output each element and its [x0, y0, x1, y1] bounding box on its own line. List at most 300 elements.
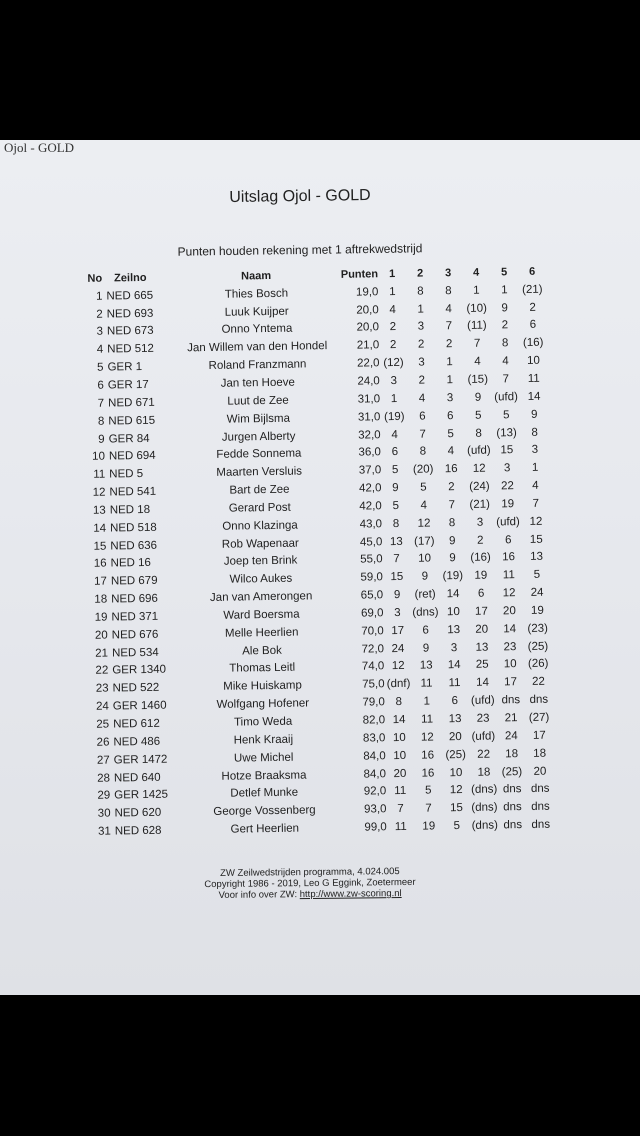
cell-no: 3 [96, 326, 104, 339]
cell-naam: Ward Boersma [223, 608, 300, 622]
cell-race-6: (21) [522, 283, 543, 296]
cell-race-3: 1 [446, 356, 453, 369]
header-punten: Punten [340, 268, 379, 281]
cell-naam: Roland Franzmann [208, 358, 307, 373]
cell-race-6: 8 [531, 426, 538, 439]
cell-zeilno: NED 694 [108, 450, 156, 463]
cell-race-3: 5 [453, 820, 461, 833]
cell-zeilno: NED 518 [109, 521, 157, 535]
cell-no: 7 [97, 397, 105, 410]
cell-punten: 55,0 [360, 553, 383, 567]
cell-punten: 19,0 [355, 286, 379, 299]
cell-race-5: (13) [496, 426, 517, 439]
cell-race-6: 20 [533, 765, 547, 778]
cell-race-2: 5 [424, 784, 432, 798]
cell-race-4: 7 [473, 337, 481, 351]
cell-race-1: (12) [383, 357, 404, 370]
cell-race-2: 1 [423, 695, 431, 708]
cell-no: 16 [93, 558, 107, 571]
cell-race-2: 3 [417, 321, 425, 334]
cell-no: 1 [95, 290, 103, 303]
cell-race-5: 20 [502, 605, 516, 618]
cell-race-3: 13 [448, 713, 462, 726]
cell-race-3: 3 [450, 641, 458, 654]
cell-no: 25 [96, 718, 110, 731]
cell-race-2: 9 [422, 642, 430, 655]
cell-race-5: dns [503, 801, 522, 814]
cell-no: 29 [97, 789, 111, 803]
cell-race-4: (16) [470, 551, 491, 565]
header-race-3: 3 [444, 267, 452, 280]
cell-race-3: 7 [448, 498, 456, 512]
cell-race-6: 5 [533, 569, 541, 582]
cell-zeilno: NED 696 [111, 592, 158, 606]
cell-zeilno: NED 18 [109, 503, 151, 517]
cell-race-4: 1 [473, 284, 480, 297]
cell-naam: Henk Kraaij [233, 733, 294, 747]
cell-no: 11 [93, 468, 106, 481]
cell-race-3: 9 [449, 552, 456, 565]
cell-race-1: (19) [384, 410, 405, 423]
cell-naam: Hotze Braaksma [221, 769, 307, 783]
cell-punten: 42,0 [358, 482, 382, 495]
cell-zeilno: NED 671 [108, 396, 155, 410]
cell-race-4: (dns) [471, 801, 498, 815]
cell-race-3: 3 [446, 391, 454, 405]
cell-race-3: 8 [445, 284, 452, 298]
cell-race-6: 19 [530, 604, 544, 617]
cell-naam: Ale Bok [242, 644, 282, 658]
cell-punten: 45,0 [359, 535, 383, 549]
cell-race-3: 10 [446, 605, 460, 619]
cell-race-4: 22 [477, 748, 491, 761]
cell-race-1: 9 [392, 482, 399, 495]
cell-punten: 65,0 [360, 589, 384, 602]
cell-punten: 84,0 [363, 767, 387, 781]
cell-naam: Detlef Munke [230, 786, 299, 801]
cell-race-5: 9 [501, 301, 508, 314]
cell-race-1: 7 [397, 803, 404, 816]
cell-race-4: (21) [469, 498, 491, 511]
cell-no: 4 [96, 343, 104, 357]
cell-race-2: 7 [425, 802, 432, 815]
cell-race-1: 10 [393, 749, 407, 762]
cell-naam: Timo Weda [233, 715, 293, 729]
cell-race-2: (17) [413, 535, 435, 548]
cell-race-4: 5 [475, 409, 482, 422]
cell-punten: 82,0 [362, 714, 386, 727]
cell-punten: 31,0 [357, 393, 381, 406]
cell-naam: Wolfgang Hofener [216, 697, 310, 712]
cell-zeilno: NED 612 [113, 717, 160, 731]
cell-race-3: 8 [448, 516, 456, 529]
cell-race-4: (ufd) [471, 730, 496, 743]
cell-race-5: (ufd) [496, 515, 520, 529]
cell-race-6: (27) [528, 711, 550, 724]
cell-race-4: 6 [477, 587, 485, 600]
page-subtitle: Punten houden rekening met 1 aftrekwedstrijd [177, 241, 423, 259]
cell-race-1: (dnf) [386, 678, 411, 691]
cell-no: 18 [94, 593, 108, 606]
cell-race-3: 1 [446, 374, 454, 387]
cell-race-2: 12 [420, 731, 434, 744]
cell-naam: Uwe Michel [233, 751, 294, 765]
cell-race-2: 7 [419, 428, 426, 441]
cell-race-2: 11 [421, 713, 434, 726]
cell-zeilno: GER 1425 [114, 789, 169, 802]
cell-race-2: 10 [418, 552, 432, 566]
cell-race-3: 15 [450, 802, 463, 815]
cell-naam: Gert Heerlien [230, 822, 300, 836]
cell-race-4: 9 [474, 391, 482, 404]
cell-naam: Jan Willem van den Hondel [187, 340, 328, 355]
cell-punten: 99,0 [364, 821, 387, 834]
cell-race-2: 11 [420, 677, 433, 690]
cell-zeilno: NED 673 [106, 325, 154, 339]
cell-punten: 93,0 [364, 803, 387, 816]
cell-race-4: (10) [466, 302, 487, 315]
cell-no: 5 [97, 361, 104, 374]
cell-race-2: 16 [421, 749, 435, 762]
cell-race-4: 14 [476, 676, 490, 690]
cell-race-6: 9 [531, 408, 538, 421]
cell-no: 2 [96, 308, 103, 321]
cell-race-5: 3 [503, 462, 511, 475]
cell-race-1: 2 [389, 339, 397, 352]
cell-punten: 21,0 [356, 339, 380, 352]
cell-race-3: 11 [448, 677, 461, 690]
cell-race-6: dns [529, 693, 549, 707]
cell-race-5: (ufd) [494, 390, 518, 404]
cell-race-4: (11) [467, 320, 487, 333]
cell-punten: 32,0 [358, 428, 381, 442]
cell-race-1: 6 [391, 446, 399, 459]
cell-race-5: 19 [501, 498, 515, 511]
cell-race-1: 13 [389, 535, 403, 548]
cell-zeilno: GER 1472 [113, 753, 168, 767]
cell-race-5: 22 [500, 480, 514, 493]
header-race-4: 4 [472, 266, 480, 279]
cell-zeilno: NED 693 [106, 307, 154, 321]
cell-no: 20 [94, 629, 108, 642]
cell-race-1: 14 [392, 713, 406, 727]
cell-punten: 31,0 [357, 410, 381, 424]
cell-race-1: 7 [393, 553, 400, 566]
cell-no: 21 [95, 647, 109, 660]
cell-race-4: (ufd) [466, 444, 491, 458]
cell-race-5: 2 [501, 319, 509, 332]
cell-race-3: 6 [447, 409, 454, 422]
cell-race-3: 6 [451, 695, 459, 708]
cell-race-6: (16) [522, 336, 544, 350]
cell-race-5: dns [501, 694, 521, 707]
cell-no: 26 [96, 736, 110, 749]
cell-race-4: (dns) [471, 819, 498, 832]
cell-naam: Wilco Aukes [229, 572, 293, 586]
cell-race-3: 16 [444, 463, 458, 476]
cell-zeilno: NED 371 [111, 610, 159, 624]
cell-no: 9 [98, 433, 105, 446]
cell-race-3: 14 [447, 659, 461, 672]
cell-race-1: 10 [392, 731, 406, 744]
cell-race-6: 22 [532, 676, 546, 689]
cell-race-4: (15) [467, 373, 489, 386]
cell-race-3: 2 [445, 338, 453, 351]
cell-race-5: (25) [501, 765, 523, 778]
cell-no: 17 [94, 575, 107, 589]
cell-race-4: 2 [476, 534, 484, 547]
cell-race-6: (23) [527, 622, 549, 635]
cell-race-5: 16 [502, 551, 516, 564]
cell-no: 13 [92, 504, 106, 517]
cell-punten: 92,0 [363, 785, 387, 798]
cell-race-5: 11 [502, 569, 515, 582]
cell-zeilno: NED 522 [112, 682, 160, 695]
header-race-6: 6 [528, 265, 536, 278]
cell-naam: Maarten Versluis [216, 465, 303, 480]
cell-race-6: dns [531, 800, 550, 814]
cell-race-6: 3 [531, 444, 539, 457]
footer-program: ZW Zeilwedstrijden programma, 4.024.005 [220, 866, 400, 879]
cell-race-2: 3 [418, 356, 425, 369]
cell-race-6: 2 [529, 301, 536, 314]
cell-race-1: 1 [389, 285, 396, 298]
cell-race-1: 1 [390, 392, 398, 405]
cell-naam: Rob Wapenaar [221, 537, 299, 551]
cell-race-5: 12 [502, 587, 516, 600]
cell-race-2: 2 [417, 338, 425, 351]
cell-race-1: 3 [394, 606, 401, 620]
footer [0, 864, 620, 903]
cell-no: 24 [95, 700, 109, 713]
cell-punten: 84,0 [363, 749, 386, 763]
cell-race-5: 23 [503, 640, 517, 654]
cell-race-4: 18 [477, 766, 491, 779]
cell-race-4: 13 [475, 641, 489, 654]
previous-page-header: Ojol - GOLD [4, 140, 75, 155]
cell-race-5: 4 [502, 355, 509, 368]
cell-naam: Jurgen Alberty [221, 430, 296, 444]
cell-race-2: (dns) [412, 606, 439, 619]
cell-race-5: 21 [504, 712, 518, 725]
cell-race-1: 4 [391, 428, 398, 441]
cell-race-6: 15 [529, 533, 543, 546]
cell-race-4: (dns) [471, 783, 498, 797]
cell-zeilno: NED 486 [113, 735, 161, 749]
cell-race-4: 17 [474, 605, 488, 618]
cell-naam: Joep ten Brink [223, 555, 298, 569]
cell-zeilno: GER 1460 [112, 699, 167, 713]
cell-race-5: 10 [503, 658, 517, 671]
cell-race-6: 1 [531, 461, 539, 475]
cell-race-1: 8 [392, 517, 400, 530]
cell-punten: 83,0 [362, 732, 386, 745]
cell-punten: 43,0 [359, 517, 383, 531]
cell-race-6: 14 [527, 390, 541, 403]
cell-race-5: 7 [502, 373, 510, 386]
cell-zeilno: NED 5 [109, 468, 144, 481]
cell-no: 27 [96, 754, 110, 767]
footer-copyright: Copyright 1986 - 2019, Leo G Eggink, Zoetermeer [204, 876, 416, 891]
cell-naam: Onno Yntema [221, 323, 293, 337]
cell-punten: 20,0 [356, 321, 380, 335]
cell-punten: 37,0 [358, 464, 382, 477]
cell-race-4: 8 [475, 427, 482, 440]
cell-zeilno: NED 628 [114, 824, 162, 838]
footer-info-label: Voor info over ZW: [218, 889, 300, 901]
cell-race-6: 10 [526, 354, 540, 368]
cell-race-4: (24) [469, 480, 490, 493]
cell-naam: Luut de Zee [227, 394, 289, 408]
cell-race-1: 8 [395, 696, 403, 709]
cell-punten: 59,0 [360, 571, 383, 584]
cell-race-1: 9 [393, 589, 401, 602]
cell-race-5: 8 [501, 337, 509, 350]
cell-race-1: 5 [392, 499, 400, 512]
cell-no: 10 [92, 450, 106, 464]
cell-race-2: 12 [417, 517, 431, 530]
cell-naam: Fedde Sonnema [216, 447, 302, 462]
document-photo [0, 140, 640, 995]
cell-naam: Jan ten Hoeve [220, 376, 295, 390]
cell-zeilno: GER 1340 [112, 664, 167, 677]
cell-no: 6 [97, 379, 104, 392]
cell-race-2: 16 [421, 767, 435, 780]
cell-no: 14 [93, 522, 107, 535]
cell-race-2: 5 [420, 481, 427, 494]
cell-no: 8 [97, 415, 105, 428]
cell-race-6: 12 [529, 515, 543, 528]
cell-race-1: 11 [394, 820, 407, 834]
cell-naam: Thies Bosch [224, 287, 289, 301]
header-zeilno: Zeilno [114, 271, 147, 285]
cell-naam: Wim Bijlsma [226, 412, 291, 426]
header-race-1: 1 [388, 267, 396, 281]
cell-punten: 69,0 [360, 607, 384, 620]
cell-race-5: 5 [503, 408, 510, 422]
cell-race-2: 6 [422, 624, 430, 637]
cell-no: 22 [95, 665, 109, 678]
cell-race-2: 1 [417, 303, 424, 316]
cell-punten: 20,0 [356, 303, 379, 317]
footer-link[interactable]: http://www.zw-scoring.nl [299, 888, 402, 901]
cell-punten: 75,0 [362, 678, 385, 691]
cell-race-3: 13 [447, 623, 461, 637]
cell-race-2: 8 [419, 445, 427, 459]
cell-race-3: 20 [448, 730, 462, 744]
cell-race-1: 17 [391, 624, 405, 637]
cell-race-5: dns [502, 783, 522, 796]
cell-zeilno: GER 17 [107, 378, 149, 392]
cell-race-6: (25) [527, 640, 549, 653]
cell-race-5: 1 [501, 284, 508, 297]
cell-race-2: 4 [418, 392, 426, 405]
cell-race-4: 23 [476, 712, 490, 725]
results-body [78, 280, 555, 840]
cell-race-4: 12 [472, 462, 486, 476]
cell-zeilno: NED 679 [110, 575, 158, 588]
cell-race-2: 13 [419, 659, 433, 673]
cell-punten: 72,0 [361, 642, 385, 656]
cell-race-6: 18 [533, 747, 547, 760]
cell-no: 19 [94, 611, 108, 624]
cell-race-5: 14 [503, 622, 517, 636]
cell-zeilno: GER 1 [107, 361, 143, 374]
cell-race-1: 15 [390, 571, 404, 584]
cell-zeilno: NED 512 [107, 343, 155, 356]
cell-zeilno: GER 84 [108, 432, 150, 446]
cell-zeilno: NED 636 [110, 539, 158, 553]
cell-no: 31 [97, 825, 111, 838]
header-no: No [87, 272, 103, 285]
cell-naam: Luuk Kuijper [224, 305, 289, 319]
cell-no: 12 [92, 486, 106, 499]
cell-punten: 42,0 [359, 500, 382, 513]
cell-race-6: 24 [530, 586, 544, 600]
cell-race-5: dns [503, 819, 523, 832]
cell-zeilno: NED 676 [111, 628, 159, 642]
cell-zeilno: NED 541 [109, 485, 157, 499]
cell-race-1: 3 [390, 374, 398, 388]
cell-race-6: 4 [532, 479, 539, 492]
cell-race-2: (ret) [414, 588, 436, 601]
cell-naam: Onno Klazinga [222, 519, 298, 533]
cell-race-3: (25) [445, 748, 466, 761]
cell-race-3: (19) [442, 570, 464, 583]
cell-race-3: 9 [449, 534, 456, 547]
cell-race-1: 24 [391, 642, 405, 655]
cell-race-3: 4 [445, 302, 452, 315]
cell-race-2: 9 [421, 570, 429, 583]
cell-race-6: 17 [532, 729, 546, 742]
cell-race-5: 15 [500, 444, 514, 457]
cell-race-5: 17 [504, 676, 518, 689]
cell-race-4: 3 [476, 516, 484, 529]
page-title: Uitslag Ojol - GOLD [229, 187, 371, 206]
header-race-2: 2 [416, 267, 424, 280]
cell-zeilno: NED 640 [113, 771, 161, 785]
cell-race-3: 10 [449, 766, 463, 779]
cell-race-3: 2 [448, 481, 455, 494]
cell-race-3: 12 [449, 784, 463, 797]
results-table [78, 263, 555, 841]
cell-race-3: 14 [446, 588, 460, 601]
cell-naam: Thomas Leitl [229, 662, 296, 676]
cell-race-1: 5 [391, 464, 399, 477]
cell-punten: 79,0 [362, 696, 385, 709]
cell-naam: Gerard Post [228, 501, 291, 515]
cell-zeilno: NED 16 [110, 557, 151, 570]
cell-punten: 70,0 [361, 625, 384, 638]
cell-race-3: 4 [447, 445, 455, 458]
cell-race-4: 4 [474, 355, 481, 368]
cell-naam: Jan van Amerongen [209, 590, 313, 605]
cell-race-4: 19 [474, 569, 488, 583]
results-table-wrapper [78, 263, 555, 841]
cell-no: 28 [97, 772, 111, 785]
cell-naam: Bart de Zee [229, 483, 290, 497]
cell-race-4: 25 [475, 659, 489, 672]
cell-naam: George Vossenberg [213, 804, 316, 819]
cell-punten: 22,0 [357, 357, 380, 370]
cell-race-1: 4 [389, 303, 396, 316]
cell-race-6: 7 [532, 497, 540, 510]
cell-race-5: 24 [504, 730, 518, 743]
cell-no: 23 [95, 682, 109, 696]
cell-race-1: 2 [389, 321, 397, 334]
cell-naam: Mike Huiskamp [223, 679, 302, 694]
cell-race-6: (26) [527, 658, 549, 671]
